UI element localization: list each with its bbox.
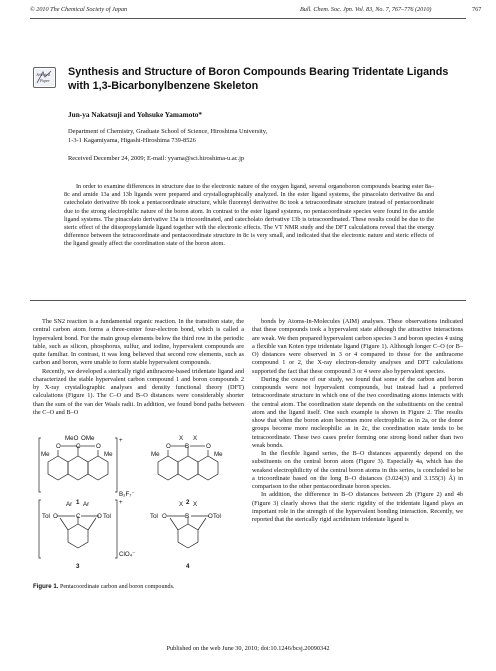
label-o-3b: O bbox=[97, 513, 102, 520]
label-x-2b: X bbox=[193, 435, 198, 442]
paper-authors: Jun-ya Nakatsuji and Yohsuke Yamamoto* bbox=[68, 110, 203, 119]
compound-4-label: 4 bbox=[186, 563, 190, 570]
label-o-3a: O bbox=[53, 513, 58, 520]
selected-paper-logo bbox=[33, 67, 56, 88]
label-o-1b: O bbox=[96, 443, 101, 450]
figure-1 bbox=[33, 432, 244, 572]
received-date: Received December 24, 2009; E-mail: yyama@sci.hiroshima-u.ac.jp bbox=[68, 155, 245, 162]
abstract-rule bbox=[30, 300, 466, 301]
label-tol-4a: Tol bbox=[150, 513, 158, 520]
label-tol-3a: Tol bbox=[42, 513, 50, 520]
label-x-2a: X bbox=[179, 435, 184, 442]
label-plus-1: + bbox=[119, 437, 123, 444]
label-me-2b: Me bbox=[214, 451, 223, 458]
label-ome: OMe bbox=[81, 435, 95, 442]
label-b-2: B bbox=[185, 443, 190, 450]
label-o-4a: O bbox=[162, 513, 167, 520]
label-x-4b: X bbox=[193, 501, 198, 508]
affiliation-line-1: Department of Chemistry, Graduate School of Science, Hiroshima University, bbox=[68, 128, 268, 135]
left-paragraph-2: Recently, we developed a sterically rigid anthracene-based tridentate ligand and characterized the stable hypervalent carbon compound 1 and boron compounds 2 by X-ray crystallographic analyses and density functional theory (DFT) calculations (Figure 1). The C–O and B–O distances were considerably shorter than the sum of the van der Waals radii. In addition, we found bond paths between the C–O and B–O bbox=[33, 367, 244, 416]
label-o-1a: O bbox=[56, 443, 61, 450]
label-c-3: C bbox=[76, 513, 81, 520]
publication-footer: Published on the web June 30, 2010; doi:10.1246/bcsj.20090342 bbox=[166, 645, 330, 652]
figure-caption-text: Pentacoordinate carbon and boron compounds. bbox=[59, 584, 175, 590]
header-rule bbox=[30, 18, 466, 19]
label-clo4: ClO₄⁻ bbox=[119, 551, 136, 558]
label-tol-4b: Tol bbox=[213, 513, 221, 520]
right-column bbox=[252, 318, 463, 524]
compound-2-label: 2 bbox=[186, 499, 190, 506]
label-o-2b: O bbox=[206, 443, 211, 450]
compound-3-label: 3 bbox=[76, 563, 80, 570]
label-b2f7: B₂F₇⁻ bbox=[119, 491, 135, 498]
journal-copyright: © 2010 The Chemical Society of Japan bbox=[30, 6, 128, 13]
left-column bbox=[33, 318, 244, 417]
figure-caption-label: Figure 1. bbox=[33, 583, 59, 590]
logo-line-2: Paper bbox=[40, 78, 50, 83]
label-me-2a: Me bbox=[151, 451, 160, 458]
right-paragraph-2: During the course of our study, we found that some of the carbon and boron compounds were not hypervalent compounds, but instead had a preferred tetracoordinate structure in which one of the two coordinating atoms interacts with the central atom. The coordination state depends on the substituents on the central atom and the ligand itself. One such example is shown in Figure 2. The results show that when the boron atom becomes more electrophilic as in 2a, or the donor groups become more nucleophilic as in 2c, the coordination state tends to be tetracoordinate. These two cases prefer forming one strong bond rather than two weak bonds. bbox=[252, 375, 463, 449]
label-ar-3a: Ar bbox=[66, 501, 73, 508]
right-paragraph-1: bonds by Atoms-In-Molecules (AIM) analyses. These observations indicated that these compounds took a hypervalent state although the attractive interactions are weak. We then prepared hypervalent carbon species 3 and boron species 4 using a flexible van Koten type tridentate ligand (Figure 1). Although longer C–O (or B–O) distances were observed in 3 or 4 compared to those for the anthracene compound 1 or 2, the X-ray electron-density analyses and DFT calculations supported the fact that these compound 3 or 4 were also hypervalent species. bbox=[252, 318, 463, 375]
right-paragraph-3: In the flexible ligand series, the B–O distances apparently depend on the substituents on the central boron atom (Figure 3). Especially 4a, which has the weakest electrophilicity of the central boron atoms in this series, is concluded to be a tricoordinate based on the long B–O distances (3.024(3) and 3.155(3) Å) in comparison to the other pentacoordinate boron species. bbox=[252, 450, 463, 490]
label-me-1b: Me bbox=[104, 451, 113, 458]
figure-caption bbox=[33, 583, 244, 590]
author-affiliation bbox=[68, 127, 267, 145]
journal-citation: Bull. Chem. Soc. Jpn. Vol. 83, No. 7, 767–776 (2010) bbox=[300, 6, 432, 13]
abstract: In order to examine differences in structure due to the electronic nature of the oxygen ligand, several organoboron compounds bearing ester 8a–8c and amide 13a and 13b ligands were prepared and crystallographically analyzed. In the ester ligand systems, the pinacolato derivative 8a and catecholato derivative 8b took a pentacoordinate structure, while fluorenyl derivative 8c took a tetracoordinate structure instead of pentacoordinate due to the strong electrophilic nature of the boron atom. In contrast to the ester ligand systems, no pentacoordinate species were found in the amide ligand systems. The pinacolato derivative 13a is tricoordinated, and catecholato derivative 13b is tetracoordinated. These results could be due to the steric effect of the diisopropylamide ligand together with the electronic effects. The VT NMR study and the DFT calculations reveal that the energy difference between the tetracoordinate and pentacoordinate structure in 8c is very small, and indicated that the electronic nature and steric effects of the ligand greatly affect the coordination state of the boron atom. bbox=[64, 183, 434, 248]
compound-1-label: 1 bbox=[76, 499, 80, 506]
label-c-1: C bbox=[76, 443, 81, 450]
chemical-structures-svg bbox=[33, 432, 244, 572]
label-plus-3: + bbox=[119, 499, 123, 506]
affiliation-line-2: 1-3-1 Kagamiyama, Higashi-Hiroshima 739-8526 bbox=[68, 137, 196, 144]
logo-line-1: Selected bbox=[36, 72, 50, 77]
label-x-4a: X bbox=[179, 501, 184, 508]
label-tol-3b: Tol bbox=[103, 513, 111, 520]
left-paragraph-1: The SN2 reaction is a fundamental organic reaction. In the transition state, the central carbon atom forms a three-center four-electron bond, which is called a hypervalent bond. For the main group elements below the third row in the periodic table, such as silicon, phosphorus, sulfur, and iodine, hypervalent compounds are quite familiar. In contrast, it was long believed that second row elements, such as carbon and boron, were unable to form stable hypervalent compounds. bbox=[33, 318, 244, 367]
label-me-1a: Me bbox=[41, 451, 50, 458]
label-b-4: B bbox=[185, 513, 190, 520]
label-o-4b: O bbox=[208, 513, 213, 520]
label-meo: MeO bbox=[65, 435, 79, 442]
right-paragraph-4: In addition, the difference in B–O distances between 2b (Figure 2) and 4b (Figure 3) clearly shows that the steric rigidity of the tridentate ligand plays an important role in the strength of the hypervalent bonding interaction. Recently, we reported that the sterically rigid acridinium tridentate ligand is bbox=[252, 491, 463, 523]
page-number: 767 bbox=[472, 6, 482, 13]
paper-title: Synthesis and Structure of Boron Compounds Bearing Tridentate Ligands with 1,3-Bicarbonylbenzene Skeleton bbox=[68, 66, 449, 92]
label-ar-3b: Ar bbox=[83, 501, 90, 508]
label-o-2a: O bbox=[166, 443, 171, 450]
